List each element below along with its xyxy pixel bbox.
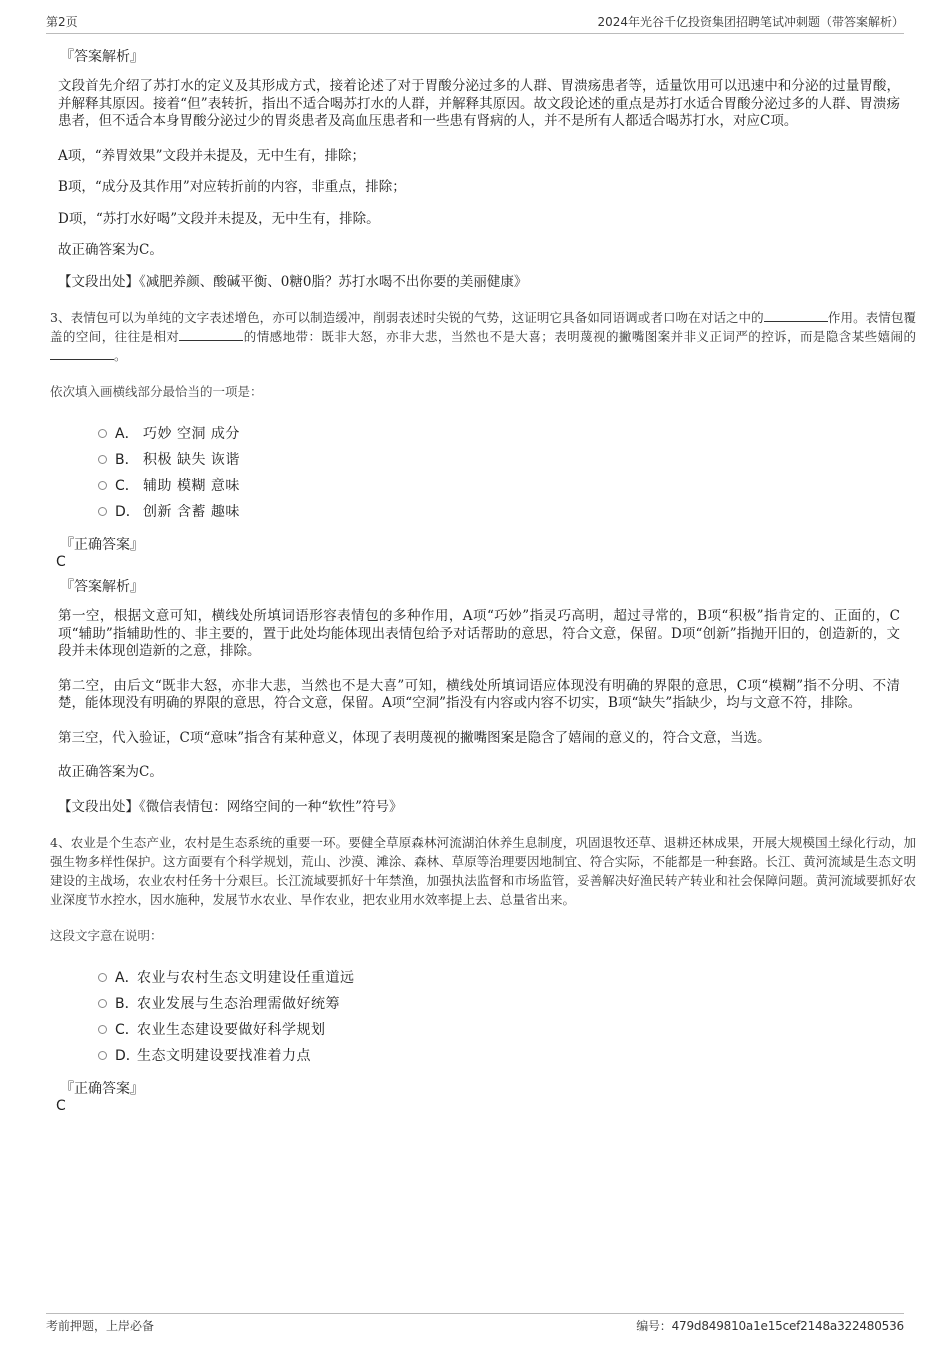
option-a[interactable]: A． 农业与农村生态文明建设任重道远 [98, 964, 900, 990]
q3-text-4: 。 [114, 348, 127, 363]
q3-text-3: 的情感地带：既非大怒，亦非大悲，当然也不是大喜；表明蔑视的撇嘴图案并非义正词严的控诉，而是隐含某些嬉闹的 [243, 329, 916, 344]
q3-analysis-para: 第二空，由后文“既非大怒，亦非大悲，当然也不是大喜”可知，横线处所填词语应体现没有明确的界限的意思，C项“模糊”指不分明、不清楚，能体现没有明确的界限的意思，符合文意，保留。A项“空洞”指没有内容或内容不切实，B项“缺失”指缺少，均与文意不符，排除。 [58, 677, 900, 711]
q3-analysis-label: 『答案解析』 [60, 579, 144, 595]
q3-text-1: 3、表情包可以为单纯的文字表述增色，亦可以制造缓冲，削弱表述时尖锐的气势，这证明它具备如同语调或者口吻在对话之中的 [50, 310, 764, 325]
q2-analysis-label: 『答案解析』 [60, 49, 144, 65]
option-d[interactable]: D． 生态文明建设要找准着力点 [98, 1042, 900, 1068]
radio-icon[interactable] [98, 973, 107, 982]
q2-analysis-para: 文段首先介绍了苏打水的定义及其形成方式，接着论述了对于胃酸分泌过多的人群、胃溃疡患者等，适量饮用可以迅速中和分泌的过量胃酸，并解释其原因。接着“但”表转折，指出不适合喝苏打水的人群，并解释其原因。故文段论述的重点是苏打水适合胃酸分泌过多的人群、胃溃疡患者，但不适合本身胃酸分泌过少的胃炎患者及高血压患者和一些患有肾病的人，并不是所有人都适合喝苏打水，对应C项。 [58, 78, 900, 129]
radio-icon[interactable] [98, 429, 107, 438]
q3-options [98, 420, 900, 524]
q2-analysis-para: D项，“苏打水好喝”文段并未提及，无中生有，排除。 [58, 210, 380, 227]
page-number: 第2页 [46, 15, 78, 29]
q3-analysis-para: 第三空，代入验证，C项“意味”指含有某种意义，体现了表明蔑视的撇嘴图案是隐含了嬉闹的意义的，符合文意，当选。 [58, 729, 771, 746]
radio-icon[interactable] [98, 507, 107, 516]
document-id: 编号：479d849810a1e15cef2148a322480536 [636, 1319, 904, 1333]
option-b[interactable]: B． 农业发展与生态治理需做好统筹 [98, 990, 900, 1016]
q3-prompt: 依次填入画横线部分最恰当的一项是： [50, 384, 263, 399]
radio-icon[interactable] [98, 481, 107, 490]
q4-options [98, 964, 900, 1068]
radio-icon[interactable] [98, 1051, 107, 1060]
radio-icon[interactable] [98, 1025, 107, 1034]
option-a[interactable]: A． 巧妙 空洞 成分 [98, 420, 900, 446]
q4-question: 4、农业是个生态产业，农村是生态系统的重要一环。要健全草原森林河流湖泊休养生息制度，巩固退牧还草、退耕还林成果，开展大规模国土绿化行动，加强生物多样性保护。这方面要有个科学规划，荒山、沙漠、滩涂、森林、草原等治理要因地制宜、符合实际，不能都是一种套路。长江、黄河流域是生态文明建设的主战场，农业农村任务十分艰巨。长江流域要抓好十年禁渔，加强执法监督和市场监管，妥善解决好渔民转产转业和社会保障问题。黄河流域要抓好农业深度节水控水，因水施种，发展节水农业、旱作农业，把农业用水效率提上去、总量省出来。 [50, 835, 916, 907]
radio-icon[interactable] [98, 455, 107, 464]
q3-conclusion: 故正确答案为C。 [58, 764, 163, 780]
option-d[interactable]: D． 创新 含蓄 趣味 [98, 498, 900, 524]
option-c[interactable]: C． 辅助 模糊 意味 [98, 472, 900, 498]
page-content [50, 46, 916, 1120]
page-footer [46, 1313, 904, 1334]
blank-line [50, 349, 114, 360]
q4-answer-label: 『正确答案』 [60, 1081, 144, 1097]
document-title: 2024年光谷千亿投资集团招聘笔试冲刺题（带答案解析） [597, 15, 904, 29]
radio-icon[interactable] [98, 999, 107, 1008]
q2-analysis-para: B项，“成分及其作用”对应转折前的内容，非重点，排除； [58, 179, 406, 195]
q3-question [50, 308, 916, 365]
footer-slogan: 考前押题，上岸必备 [46, 1319, 155, 1333]
q3-answer-label: 『正确答案』 [60, 537, 144, 553]
page-header [46, 13, 904, 34]
option-b[interactable]: B． 积极 缺失 诙谐 [98, 446, 900, 472]
blank-line [179, 330, 243, 341]
q2-conclusion: 故正确答案为C。 [58, 242, 163, 258]
q2-analysis-para: A项，“养胃效果”文段并未提及，无中生有，排除； [58, 147, 366, 164]
q3-analysis-para: 第一空，根据文意可知，横线处所填词语形容表情包的多种作用，A项“巧妙”指灵巧高明，超过寻常的，B项“积极”指肯定的、正面的，C项“辅助”指辅助性的、非主要的，置于此处均能体现出表情包给予对话帮助的意思，符合文意，保留。D项“创新”指抛开旧的，创造新的，文段并未体现创造新的之意，排除。 [58, 608, 900, 659]
option-c[interactable]: C． 农业生态建设要做好科学规划 [98, 1016, 900, 1042]
q3-text-2: 作用。表情包覆盖的空间，往往是相对 [50, 310, 916, 344]
q3-answer: C [56, 554, 66, 570]
q4-answer: C [56, 1098, 66, 1114]
q3-source: 【文段出处】《微信表情包：网络空间的一种“软性”符号》 [58, 798, 403, 815]
q4-prompt: 这段文字意在说明： [50, 928, 163, 943]
blank-line [764, 311, 828, 322]
q2-source: 【文段出处】《减肥养颜、酸碱平衡、0糖0脂？苏打水喝不出你要的美丽健康》 [58, 273, 528, 290]
